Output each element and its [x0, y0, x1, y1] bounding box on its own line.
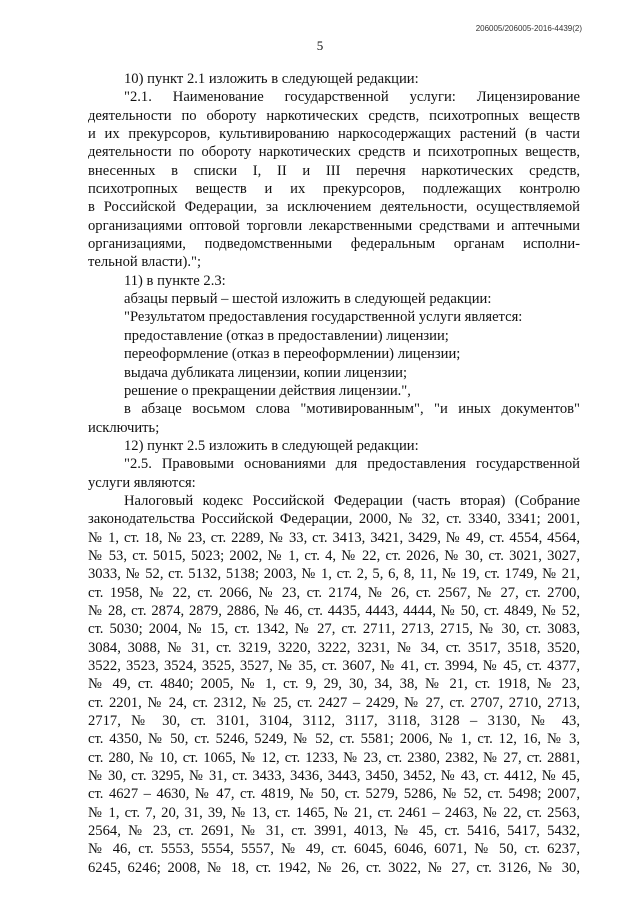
text-line: № 28, ст. 2874, 2879, 2886, № 46, ст. 4435, 4443, 4444, № 50, ст. 4849, № 52,: [88, 602, 580, 619]
text-line: исключить;: [88, 419, 160, 436]
document-body: [88, 70, 580, 877]
text-line: 10) пункт 2.1 изложить в следующей редакции:: [124, 71, 419, 87]
text-line: "2.1. Наименование государственной услуги: Лицензирование: [124, 89, 580, 106]
text-line: психотропных веществ и их прекурсоров, подлежащих контролю: [88, 181, 580, 198]
page-number: 5: [316, 38, 324, 53]
text-line: организациями, подведомственными федеральным органам исполни-: [88, 236, 580, 253]
text-line: в абзаце восьмом слова "мотивированным", "и иных документов": [124, 401, 580, 418]
document-code: 206005/206005-2016-4439(2): [475, 24, 582, 33]
text-line: № 1, ст. 18, № 23, ст. 2289, № 33, ст. 3413, 3421, 3429, № 49, ст. 4554, 4564,: [88, 529, 580, 546]
text-line: 2717, № 30, ст. 3101, 3104, 3112, 3117, 3118, 3128 – 3130, № 43,: [88, 713, 580, 730]
text-line: 3033, № 52, ст. 5132, 5138; 2003, № 1, ст. 2, 5, 6, 8, 11, № 19, ст. 1749, № 21,: [88, 566, 580, 583]
text-line: абзацы первый – шестой изложить в следующей редакции:: [124, 291, 492, 308]
text-line: Налоговый кодекс Российской Федерации (часть вторая) (Собрание: [124, 492, 580, 509]
text-line: ст. 4350, № 50, ст. 5246, 5249, № 52, ст. 5581; 2006, № 1, ст. 12, 16, № 3,: [88, 731, 580, 748]
text-line: законодательства Российской Федерации, 2000, № 32, ст. 3340, 3341; 2001,: [88, 511, 580, 528]
text-line: услуги являются:: [88, 474, 196, 491]
text-line: организациями оптовой торговли лекарственными средствами и аптечными: [88, 217, 580, 234]
text-line: № 49, ст. 4840; 2005, № 1, ст. 9, 29, 30, 34, 38, № 21, ст. 1918, № 23,: [88, 676, 580, 693]
text-line: предоставление (отказ в предоставлении) лицензии;: [124, 327, 449, 344]
text-line: № 30, ст. 3295, № 31, ст. 3433, 3436, 3443, 3450, 3452, № 43, ст. 4412, № 45,: [88, 768, 580, 785]
text-line: № 1, ст. 7, 20, 31, 39, № 13, ст. 1465, № 21, ст. 2461 – 2463, № 22, ст. 2563,: [88, 804, 580, 821]
text-line: "Результатом предоставления государственной услуги является:: [124, 309, 523, 326]
text-line: 11) в пункте 2.3:: [124, 272, 226, 289]
text-line: ст. 2201, № 24, ст. 2312, № 25, ст. 2427 – 2429, № 27, ст. 2707, 2710, 2713,: [88, 694, 580, 711]
text-line: 2564, № 23, ст. 2691, № 31, ст. 3991, 4013, № 45, ст. 5416, 5417, 5432,: [88, 823, 580, 840]
text-line: ст. 1958, № 22, ст. 2066, № 23, ст. 2174, № 26, ст. 2567, № 27, ст. 2700,: [88, 584, 580, 601]
text-line: 12) пункт 2.5 изложить в следующей редакции:: [124, 437, 419, 454]
text-line: переоформление (отказ в переоформлении) лицензии;: [124, 346, 461, 363]
text-line: выдача дубликата лицензии, копии лицензии;: [124, 364, 408, 381]
text-line: в Российской Федерации, за исключением деятельности, осуществляемой: [88, 199, 580, 216]
text-line: № 46, ст. 5553, 5554, 5557, № 49, ст. 6045, 6046, 6071, № 50, ст. 6237,: [88, 841, 580, 858]
text-line: деятельности по обороту наркотических средств, психотропных веществ: [88, 107, 580, 124]
text-line: 3084, 3088, № 31, ст. 3219, 3220, 3222, 3231, № 34, ст. 3517, 3518, 3520,: [88, 639, 580, 656]
text-line: 3522, 3523, 3524, 3525, 3527, № 35, ст. 3607, № 41, ст. 3994, № 45, ст. 4377,: [88, 658, 580, 674]
text-line: решение о прекращении действия лицензии.",: [124, 382, 411, 399]
text-line: ст. 280, № 10, ст. 1065, № 12, ст. 1233, № 23, ст. 2380, 2382, № 27, ст. 2881,: [88, 749, 580, 766]
text-line: 6245, 6246; 2008, № 18, ст. 1942, № 26, ст. 3022, № 27, ст. 3126, № 30,: [88, 859, 580, 876]
text-line: и их прекурсоров, культивированию наркосодержащих растений (в части: [88, 126, 580, 143]
text-line: внесенных в списки I, II и III перечня наркотических средств,: [88, 162, 580, 179]
text-line: деятельности по обороту наркотических средств и психотропных веществ,: [88, 144, 580, 161]
text-line: № 53, ст. 5015, 5023; 2002, № 1, ст. 4, № 22, ст. 2026, № 30, ст. 3021, 3027,: [88, 547, 580, 564]
text-line: тельной власти).";: [88, 254, 202, 271]
text-line: ст. 5030; 2004, № 15, ст. 1342, № 27, ст. 2711, 2713, 2715, № 30, ст. 3083,: [88, 621, 580, 638]
text-line: "2.5. Правовыми основаниями для предоставления государственной: [124, 456, 580, 473]
text-line: ст. 4627 – 4630, № 47, ст. 4819, № 50, ст. 5279, 5286, № 52, ст. 5498; 2007,: [88, 786, 580, 803]
